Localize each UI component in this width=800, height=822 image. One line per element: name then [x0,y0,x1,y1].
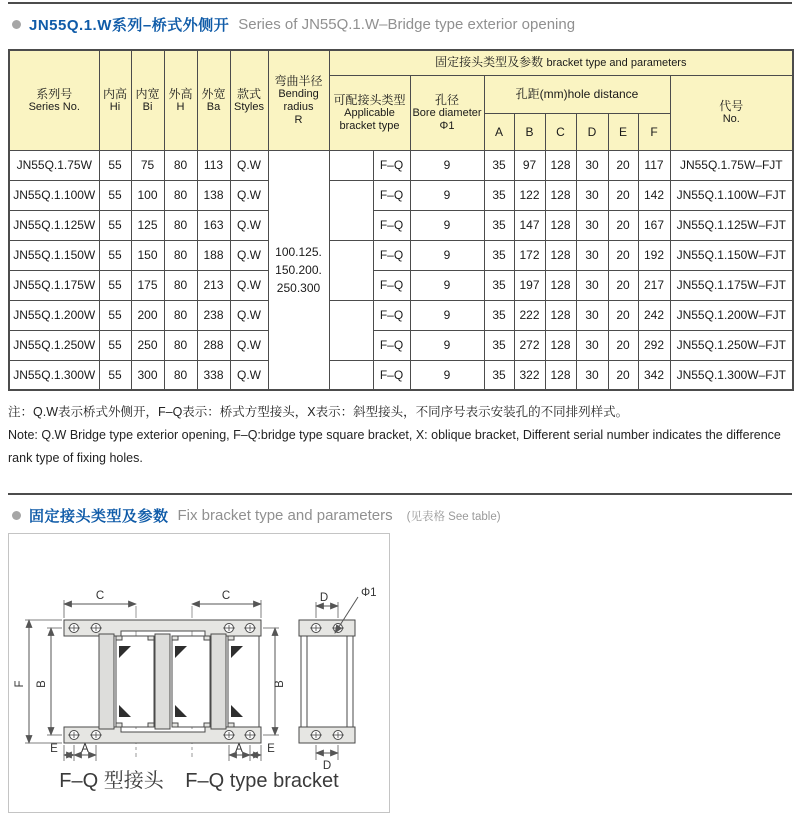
bi-cell: 300 [131,360,164,390]
dim-label-e-left: E [50,743,58,755]
note-line-zh: 注：Q.W表示桥式外侧开，F–Q表示：桥式方型接头，X表示：斜型接头，不同序号表示安装孔的不同排列样式。 [8,405,629,419]
e-cell: 20 [608,300,638,330]
style-cell: Q.W [230,360,268,390]
f-cell: 342 [638,360,670,390]
a-cell: 35 [484,300,514,330]
notes-block [8,401,792,470]
code-cell: JN55Q.1.100W–FJT [670,180,793,210]
e-cell: 20 [608,180,638,210]
col-header-series: 系列号 Series No. [9,50,99,150]
bi-cell: 175 [131,270,164,300]
bracket-drawing-box [8,533,390,813]
col-header-b: B [514,113,545,150]
col-header-code: 代号 No. [670,75,793,150]
d-cell: 30 [576,330,608,360]
bracket-cell: F–Q [373,360,410,390]
col-header-a: A [484,113,514,150]
hi-cell: 55 [99,240,131,270]
dim-label-b-left: B [36,680,48,688]
bracket-cell: F–Q [373,300,410,330]
bi-cell: 125 [131,210,164,240]
col-header-d: D [576,113,608,150]
c-cell: 128 [545,180,576,210]
spacer-cell [329,180,373,240]
ba-cell: 113 [197,150,230,180]
e-cell: 20 [608,330,638,360]
ba-cell: 338 [197,360,230,390]
series-cell: JN55Q.1.200W [9,300,99,330]
code-cell: JN55Q.1.250W–FJT [670,330,793,360]
d-cell: 30 [576,360,608,390]
dim-label-d-bottom: D [322,760,332,772]
dim-label-a-right: A [235,743,243,755]
b-cell: 272 [514,330,545,360]
code-cell: JN55Q.1.175W–FJT [670,270,793,300]
c-cell: 128 [545,300,576,330]
bi-cell: 75 [131,150,164,180]
ba-cell: 288 [197,330,230,360]
b-cell: 122 [514,180,545,210]
bi-cell: 200 [131,300,164,330]
front-view-drawing [64,620,261,743]
ba-cell: 163 [197,210,230,240]
h-cell: 80 [164,300,197,330]
section2-aside: (见表格 See table) [406,511,501,523]
style-cell: Q.W [230,150,268,180]
dim-label-c2: C [221,590,231,602]
bore-cell: 9 [410,270,484,300]
section1-title-zh: JN55Q.1.W系列–桥式外侧开 [29,16,230,34]
bracket-cell: F–Q [373,330,410,360]
dim-label-d-top: D [319,592,329,604]
col-header-bore: 孔径 Bore diameter Φ1 [410,75,484,150]
table-row [9,150,793,180]
e-cell: 20 [608,150,638,180]
dim-label-a-left: A [81,743,89,755]
table-row [9,360,793,390]
b-cell: 147 [514,210,545,240]
e-cell: 20 [608,240,638,270]
section2-header [8,504,792,526]
col-header-hole-distance: 孔距(mm)hole distance [484,75,670,113]
hi-cell: 55 [99,210,131,240]
spacer-cell [329,300,373,360]
d-cell: 30 [576,150,608,180]
dim-label-c1: C [95,590,105,602]
style-cell: Q.W [230,240,268,270]
section-bullet-icon [12,20,21,29]
series-cell: JN55Q.1.125W [9,210,99,240]
col-header-ba: 外宽 Ba [197,50,230,150]
series-cell: JN55Q.1.175W [9,270,99,300]
col-header-applicable: 可配接头类型 Applicable bracket type [329,75,410,150]
col-header-styles: 款式 Styles [230,50,268,150]
note-line-en1: Note: Q.W Bridge type exterior opening, F–Q:bridge type square bracket, X: oblique bracket, Different serial number indicates the difference [8,428,781,442]
bore-cell: 9 [410,240,484,270]
c-cell: 128 [545,150,576,180]
dim-label-phi: Φ1 [361,587,377,599]
a-cell: 35 [484,330,514,360]
bore-cell: 9 [410,330,484,360]
h-cell: 80 [164,210,197,240]
section-bullet-icon [12,511,21,520]
e-cell: 20 [608,210,638,240]
col-header-radius: 弯曲半径 Bending radius R [268,50,329,150]
section1-header [8,13,792,35]
f-cell: 167 [638,210,670,240]
h-cell: 80 [164,360,197,390]
dim-label-e-right: E [267,743,275,755]
c-cell: 128 [545,330,576,360]
b-cell: 322 [514,360,545,390]
h-cell: 80 [164,240,197,270]
spacer-cell [329,150,373,180]
ba-cell: 138 [197,180,230,210]
bore-cell: 9 [410,360,484,390]
hi-cell: 55 [99,150,131,180]
side-view-drawing [299,620,355,743]
table-row [9,300,793,330]
bending-radius-cell: 100.125. 150.200. 250.300 [268,150,329,390]
drawing-caption [9,764,389,793]
hi-cell: 55 [99,300,131,330]
bracket-cell: F–Q [373,180,410,210]
col-header-f: F [638,113,670,150]
spec-table [8,49,794,391]
bore-cell: 9 [410,150,484,180]
ba-cell: 213 [197,270,230,300]
code-cell: JN55Q.1.125W–FJT [670,210,793,240]
ba-cell: 188 [197,240,230,270]
hi-cell: 55 [99,180,131,210]
bi-cell: 250 [131,330,164,360]
e-cell: 20 [608,360,638,390]
bracket-cell: F–Q [373,240,410,270]
series-cell: JN55Q.1.75W [9,150,99,180]
drawing-caption-en: F–Q type bracket [185,770,339,792]
bore-cell: 9 [410,300,484,330]
c-cell: 128 [545,240,576,270]
table-row [9,180,793,210]
b-cell: 222 [514,300,545,330]
bracket-cell: F–Q [373,150,410,180]
style-cell: Q.W [230,270,268,300]
f-cell: 142 [638,180,670,210]
d-cell: 30 [576,240,608,270]
h-cell: 80 [164,270,197,300]
table-row [9,240,793,270]
c-cell: 128 [545,360,576,390]
col-header-e: E [608,113,638,150]
section1-title-en: Series of JN55Q.1.W–Bridge type exterior opening [238,15,576,33]
bracket-cell: F–Q [373,270,410,300]
a-cell: 35 [484,150,514,180]
code-cell: JN55Q.1.150W–FJT [670,240,793,270]
table-row [9,330,793,360]
section2-title-en: Fix bracket type and parameters [177,506,393,524]
series-cell: JN55Q.1.150W [9,240,99,270]
c-cell: 128 [545,210,576,240]
dim-label-b-right: B [274,680,286,688]
h-cell: 80 [164,180,197,210]
style-cell: Q.W [230,180,268,210]
bi-cell: 150 [131,240,164,270]
f-cell: 292 [638,330,670,360]
spacer-cell [329,240,373,300]
bracket-cell: F–Q [373,210,410,240]
b-cell: 97 [514,150,545,180]
bi-cell: 100 [131,180,164,210]
f-cell: 117 [638,150,670,180]
code-cell: JN55Q.1.200W–FJT [670,300,793,330]
catalog-page [0,2,800,822]
a-cell: 35 [484,360,514,390]
f-cell: 217 [638,270,670,300]
section2-title-zh: 固定接头类型及参数 [29,507,169,525]
table-row [9,210,793,240]
code-cell: JN55Q.1.300W–FJT [670,360,793,390]
h-cell: 80 [164,150,197,180]
b-cell: 172 [514,240,545,270]
hi-cell: 55 [99,360,131,390]
bracket-technical-drawing [9,554,389,776]
b-cell: 197 [514,270,545,300]
drawing-caption-zh: F–Q 型接头 [59,770,164,792]
series-cell: JN55Q.1.100W [9,180,99,210]
d-cell: 30 [576,300,608,330]
col-header-c: C [545,113,576,150]
col-header-h: 外高 H [164,50,197,150]
d-cell: 30 [576,180,608,210]
note-line-en2: rank type of fixing holes. [8,451,143,465]
code-cell: JN55Q.1.75W–FJT [670,150,793,180]
table-row [9,270,793,300]
section-divider [8,493,792,495]
c-cell: 128 [545,270,576,300]
e-cell: 20 [608,270,638,300]
series-cell: JN55Q.1.250W [9,330,99,360]
h-cell: 80 [164,330,197,360]
top-divider [8,2,792,4]
f-cell: 192 [638,240,670,270]
a-cell: 35 [484,210,514,240]
d-cell: 30 [576,210,608,240]
a-cell: 35 [484,270,514,300]
f-cell: 242 [638,300,670,330]
a-cell: 35 [484,180,514,210]
col-header-hi: 内高 Hi [99,50,131,150]
series-cell: JN55Q.1.300W [9,360,99,390]
d-cell: 30 [576,270,608,300]
hi-cell: 55 [99,270,131,300]
spacer-cell [329,360,373,390]
style-cell: Q.W [230,300,268,330]
dim-label-f: F [14,680,26,688]
bore-cell: 9 [410,210,484,240]
bore-cell: 9 [410,180,484,210]
col-header-bi: 内宽 Bi [131,50,164,150]
hi-cell: 55 [99,330,131,360]
a-cell: 35 [484,240,514,270]
ba-cell: 238 [197,300,230,330]
style-cell: Q.W [230,210,268,240]
style-cell: Q.W [230,330,268,360]
group-header-bracket: 固定接头类型及参数 bracket type and parameters [329,50,793,75]
